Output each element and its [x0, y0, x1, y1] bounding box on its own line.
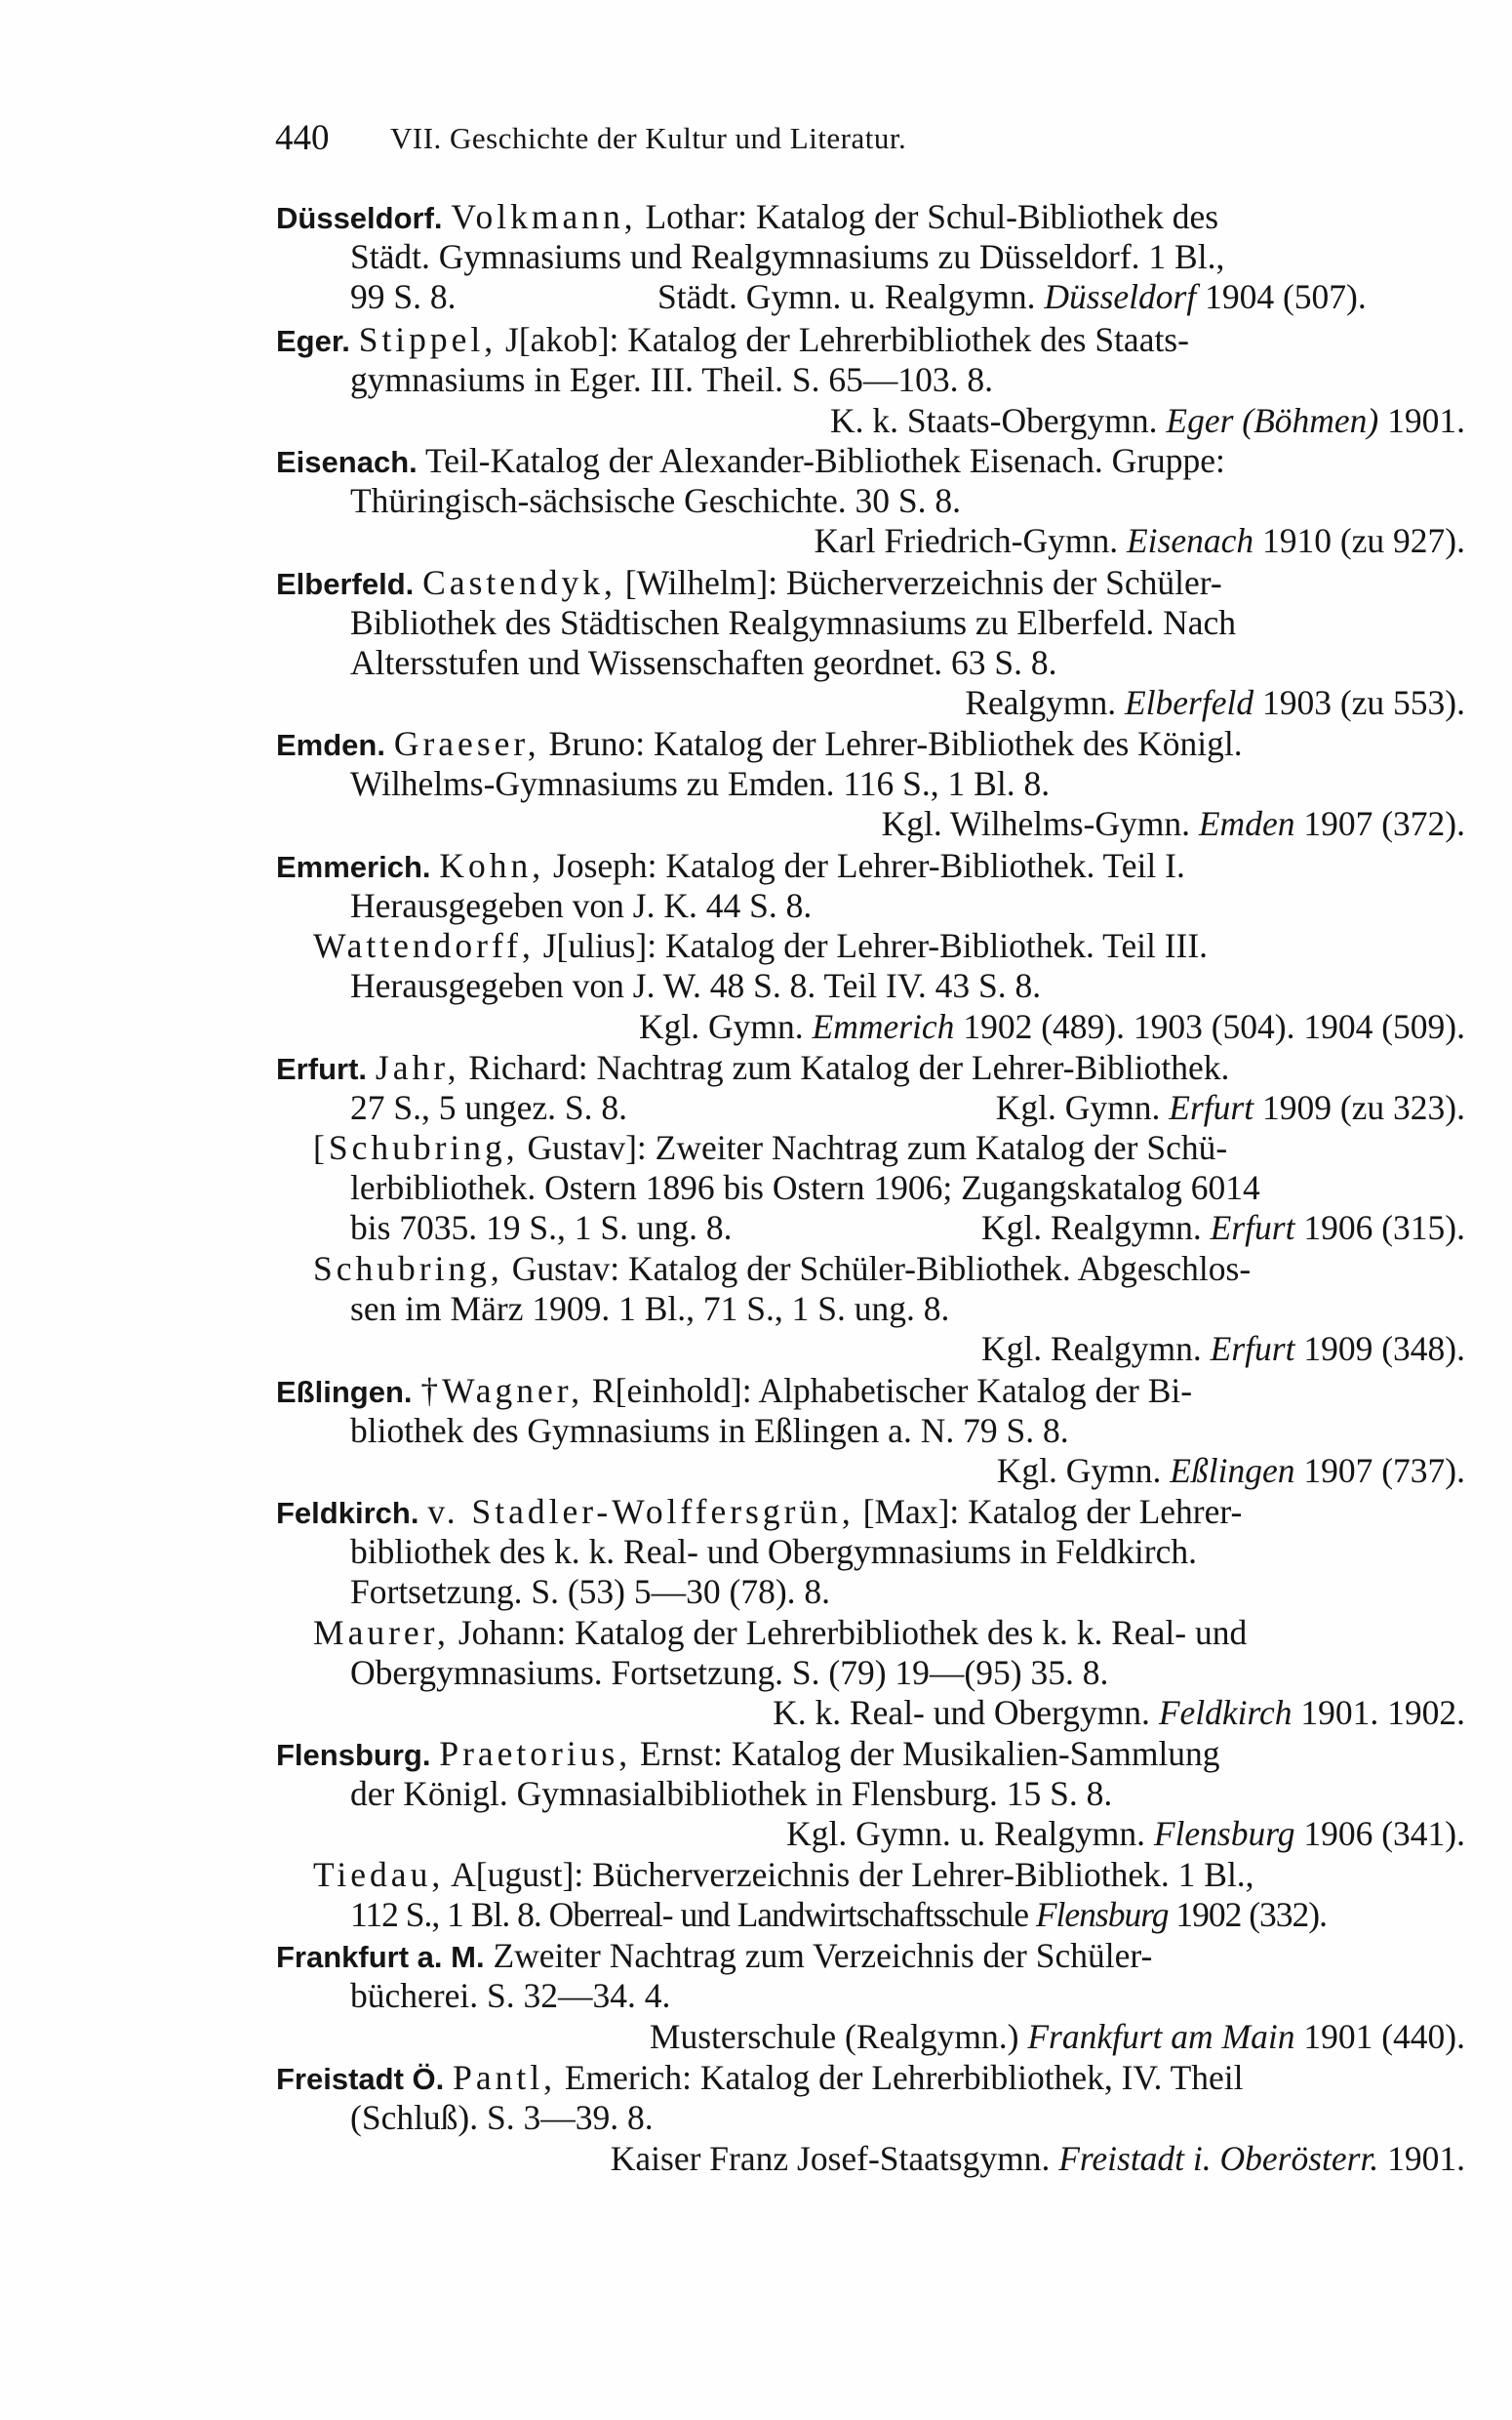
entry-text: 1903 (zu 553).	[1253, 683, 1465, 722]
author: Schubring,	[313, 1249, 503, 1288]
place-italic: Elberfeld	[1124, 683, 1254, 722]
entry-text: J[ulius]: Katalog der Lehrer-Bibliothek. Teil III.	[534, 926, 1209, 965]
entry-line	[276, 1491, 1242, 1534]
entry-line	[965, 682, 1465, 723]
entry-text: Städt. Gymn. u. Realgymn.	[657, 277, 1036, 316]
entry-text: 1907 (372).	[1294, 804, 1465, 843]
entry-line	[276, 440, 1225, 483]
entry-line: lerbibliothek. Ostern 1896 bis Ostern 1906; Zugangskatalog 6014	[350, 1168, 1260, 1207]
place-name: Emmerich.	[276, 850, 431, 884]
entry-line	[350, 1894, 1327, 1935]
entry-line: Herausgegeben von J. W. 48 S. 8. Teil IV. 43 S. 8.	[350, 966, 1042, 1005]
page-header	[275, 117, 1251, 166]
author: [Schubring,	[313, 1128, 519, 1167]
entry-line	[882, 803, 1465, 844]
entry-line	[276, 845, 1185, 888]
entry-line: 27 S., 5 ungez. S. 8.	[350, 1088, 627, 1127]
entry-text: 112 S., 1 Bl. 8. Oberreal- und Landwirtschaftsschule	[350, 1895, 1028, 1934]
running-title: VII. Geschichte der Kultur und Literatur.	[390, 121, 907, 155]
entry-text: 1904 (507).	[1196, 277, 1367, 316]
place-name: Düsseldorf.	[276, 201, 443, 235]
entry-text: Kgl. Gymn. u. Realgymn.	[786, 1814, 1145, 1853]
entry-line: Bibliothek des Städtischen Realgymnasiums zu Elberfeld. Nach	[350, 603, 1237, 642]
entry-text: K. k. Real- und Obergymn.	[773, 1693, 1150, 1732]
entry-line	[313, 1248, 1251, 1289]
place-name: Erfurt.	[276, 1052, 367, 1086]
author: v. Stadler-Wolffersgrün,	[427, 1492, 855, 1531]
place-italic: Emden	[1198, 804, 1295, 843]
entry-text: Kgl. Realgymn.	[981, 1329, 1202, 1368]
entry-text: Gustav]: Zweiter Nachtrag zum Katalog der Schü-	[518, 1128, 1228, 1167]
entry-text: 1901 (440).	[1294, 2017, 1465, 2056]
page-number: 440	[275, 118, 330, 158]
entry-text: 1901.	[1378, 401, 1465, 440]
place-name: Eger.	[276, 324, 350, 358]
entry-line	[650, 2016, 1465, 2057]
entry-text: 1910 (zu 927).	[1253, 521, 1465, 560]
entry-line	[350, 276, 457, 317]
place-italic: Flensburg	[1153, 1814, 1295, 1853]
entry-text: Richard: Nachtrag zum Katalog der Lehrer-Bibliothek.	[459, 1048, 1230, 1087]
entry-line: Thüringisch-sächsische Geschichte. 30 S. 8.	[350, 481, 962, 520]
place-name: Feldkirch.	[276, 1496, 419, 1530]
author: Stippel,	[358, 320, 497, 359]
entry-line	[996, 1087, 1465, 1128]
entry-text: Zweiter Nachtrag zum Verzeichnis der Schüler-	[484, 1936, 1153, 1975]
entry-text: Kgl. Gymn.	[639, 1007, 804, 1046]
entry-text: 1909 (zu 323).	[1253, 1088, 1465, 1127]
entry-text: 99 S. 8.	[350, 277, 457, 316]
place-italic: Erfurt	[1210, 1329, 1295, 1368]
entry-line	[313, 1854, 1254, 1895]
entry-text: [Max]: Katalog der Lehrer-	[854, 1492, 1243, 1531]
entry-line	[276, 1047, 1229, 1090]
entry-line	[276, 1370, 1192, 1413]
author: Graeser,	[393, 724, 540, 763]
author: Praetorius,	[439, 1734, 632, 1773]
entry-line: Städt. Gymnasiums und Realgymnasiums zu Düsseldorf. 1 Bl.,	[350, 237, 1225, 276]
place-italic: Frankfurt am Main	[1027, 2017, 1295, 2056]
entry-text: Ernst: Katalog der Musikalien-Sammlung	[631, 1734, 1220, 1773]
author: Tiedau,	[313, 1855, 445, 1894]
place-italic: Düsseldorf	[1044, 277, 1197, 316]
author: Kohn,	[439, 846, 545, 885]
entry-text: Emerich: Katalog der Lehrerbibliothek, IV. Theil	[556, 2058, 1244, 2097]
entry-line: sen im März 1909. 1 Bl., 71 S., 1 S. ung. 8.	[350, 1289, 950, 1328]
place-name: Frankfurt a. M.	[276, 1940, 485, 1974]
entry-text: Johann: Katalog der Lehrerbibliothek des k. k. Real- und	[449, 1613, 1248, 1652]
place-italic: Flensburg	[1035, 1895, 1169, 1934]
author: Maurer,	[313, 1613, 450, 1652]
entry-line	[313, 1127, 1227, 1168]
entry-text: R[einhold]: Alphabetischer Katalog der Bi-	[583, 1371, 1193, 1410]
entry-line: bücherei. S. 32—34. 4.	[350, 1976, 671, 2015]
entry-line: bliothek des Gymnasiums in Eßlingen a. N. 79 S. 8.	[350, 1411, 1069, 1450]
entry-line: Wilhelms-Gymnasiums zu Emden. 116 S., 1 Bl. 8.	[350, 764, 1051, 803]
entry-line	[313, 925, 1208, 966]
entry-line: Altersstufen und Wissenschaften geordnet. 63 S. 8.	[350, 643, 1057, 682]
place-name: Eisenach.	[276, 445, 418, 479]
entry-line	[611, 2138, 1465, 2179]
entry-text: Kgl. Gymn.	[996, 1451, 1162, 1490]
entry-text: Gustav: Katalog der Schüler-Bibliothek. Abgeschlos-	[502, 1249, 1252, 1288]
author: Wattendorff,	[313, 926, 535, 965]
entry-text: K. k. Staats-Obergymn.	[829, 401, 1158, 440]
entry-line	[639, 1006, 1465, 1047]
author: Pantl,	[453, 2058, 556, 2097]
author: †Wagner,	[420, 1371, 584, 1410]
entry-line	[276, 2057, 1244, 2100]
author: Jahr,	[375, 1048, 460, 1087]
place-italic: Eßlingen	[1170, 1451, 1295, 1490]
entry-text: Karl Friedrich-Gymn.	[814, 521, 1119, 560]
entry-text: [Wilhelm]: Bücherverzeichnis der Schüler-	[616, 563, 1222, 602]
place-italic: Eger (Böhmen)	[1166, 401, 1379, 440]
place-italic: Freistadt i. Oberösterr.	[1058, 2139, 1379, 2178]
entry-text: Kaiser Franz Josef-Staatsgymn.	[610, 2139, 1051, 2178]
entry-text: Kgl. Wilhelms-Gymn.	[881, 804, 1190, 843]
entry-line: (Schluß). S. 3—39. 8.	[350, 2098, 654, 2137]
entry-text: 1906 (315).	[1294, 1208, 1465, 1247]
author: Castendyk,	[422, 563, 617, 602]
place-italic: Feldkirch	[1158, 1693, 1293, 1732]
entry-text: Bruno: Katalog der Lehrer-Bibliothek des Königl.	[539, 724, 1243, 763]
entry-text: 1901.	[1378, 2139, 1465, 2178]
entry-line	[786, 1813, 1465, 1854]
entry-line: der Königl. Gymnasialbibliothek in Flensburg. 15 S. 8.	[350, 1774, 1113, 1813]
entry-line	[830, 400, 1465, 441]
author: Volkmann,	[451, 197, 637, 236]
entry-text: J[akob]: Katalog der Lehrerbibliothek des Staats-	[497, 320, 1189, 359]
place-italic: Eisenach	[1126, 521, 1254, 560]
place-name: Elberfeld.	[276, 567, 415, 601]
entry-line: Herausgegeben von J. K. 44 S. 8.	[350, 886, 813, 925]
entry-line	[657, 276, 1367, 317]
entry-line	[276, 319, 1189, 362]
entry-line	[276, 196, 1218, 239]
entry-line: bis 7035. 19 S., 1 S. ung. 8.	[350, 1208, 733, 1247]
place-name: Emden.	[276, 728, 385, 762]
entry-text: Teil-Katalog der Alexander-Bibliothek Eisenach. Gruppe:	[417, 441, 1225, 480]
entry-line	[815, 520, 1465, 561]
place-italic: Erfurt	[1210, 1208, 1295, 1247]
entry-line	[276, 562, 1222, 605]
entry-text: 1901. 1902.	[1292, 1693, 1465, 1732]
entry-line	[276, 1935, 1152, 1978]
entry-text: Lothar: Katalog der Schul-Bibliothek des	[636, 197, 1219, 236]
place-italic: Emmerich	[812, 1007, 955, 1046]
place-name: Freistadt Ö.	[276, 2062, 445, 2096]
entry-line	[276, 1733, 1220, 1776]
entry-line: Obergymnasiums. Fortsetzung. S. (79) 19—(95) 35. 8.	[350, 1653, 1109, 1692]
entry-line: Fortsetzung. S. (53) 5—30 (78). 8.	[350, 1572, 831, 1611]
place-italic: Erfurt	[1169, 1088, 1254, 1127]
place-name: Eßlingen.	[276, 1375, 413, 1409]
entry-text: A[ugust]: Bücherverzeichnis der Lehrer-Bibliothek. 1 Bl.,	[444, 1855, 1254, 1894]
place-name: Flensburg.	[276, 1738, 431, 1772]
entry-text: 1906 (341).	[1294, 1814, 1465, 1853]
entry-line	[997, 1450, 1465, 1491]
entry-line	[981, 1207, 1465, 1248]
entry-text: 1902 (332).	[1168, 1895, 1328, 1934]
entry-text: Kgl. Realgymn.	[981, 1208, 1202, 1247]
entry-text: Joseph: Katalog der Lehrer-Bibliothek. Teil I.	[544, 846, 1185, 885]
entry-text: 1907 (737).	[1294, 1451, 1465, 1490]
entry-line	[313, 1612, 1247, 1653]
entry-line	[981, 1328, 1465, 1369]
entry-line	[773, 1692, 1465, 1733]
entry-text: Kgl. Gymn.	[995, 1088, 1161, 1127]
entry-text: 1902 (489). 1903 (504). 1904 (509).	[954, 1007, 1465, 1046]
entry-text: Musterschule (Realgymn.)	[649, 2017, 1019, 2056]
entry-line: bibliothek des k. k. Real- und Obergymnasiums in Feldkirch.	[350, 1532, 1197, 1571]
entry-text: 1909 (348).	[1294, 1329, 1465, 1368]
entry-line	[276, 723, 1243, 766]
entry-text: Realgymn.	[965, 683, 1117, 722]
entry-line: gymnasiums in Eger. III. Theil. S. 65—103. 8.	[350, 360, 994, 399]
